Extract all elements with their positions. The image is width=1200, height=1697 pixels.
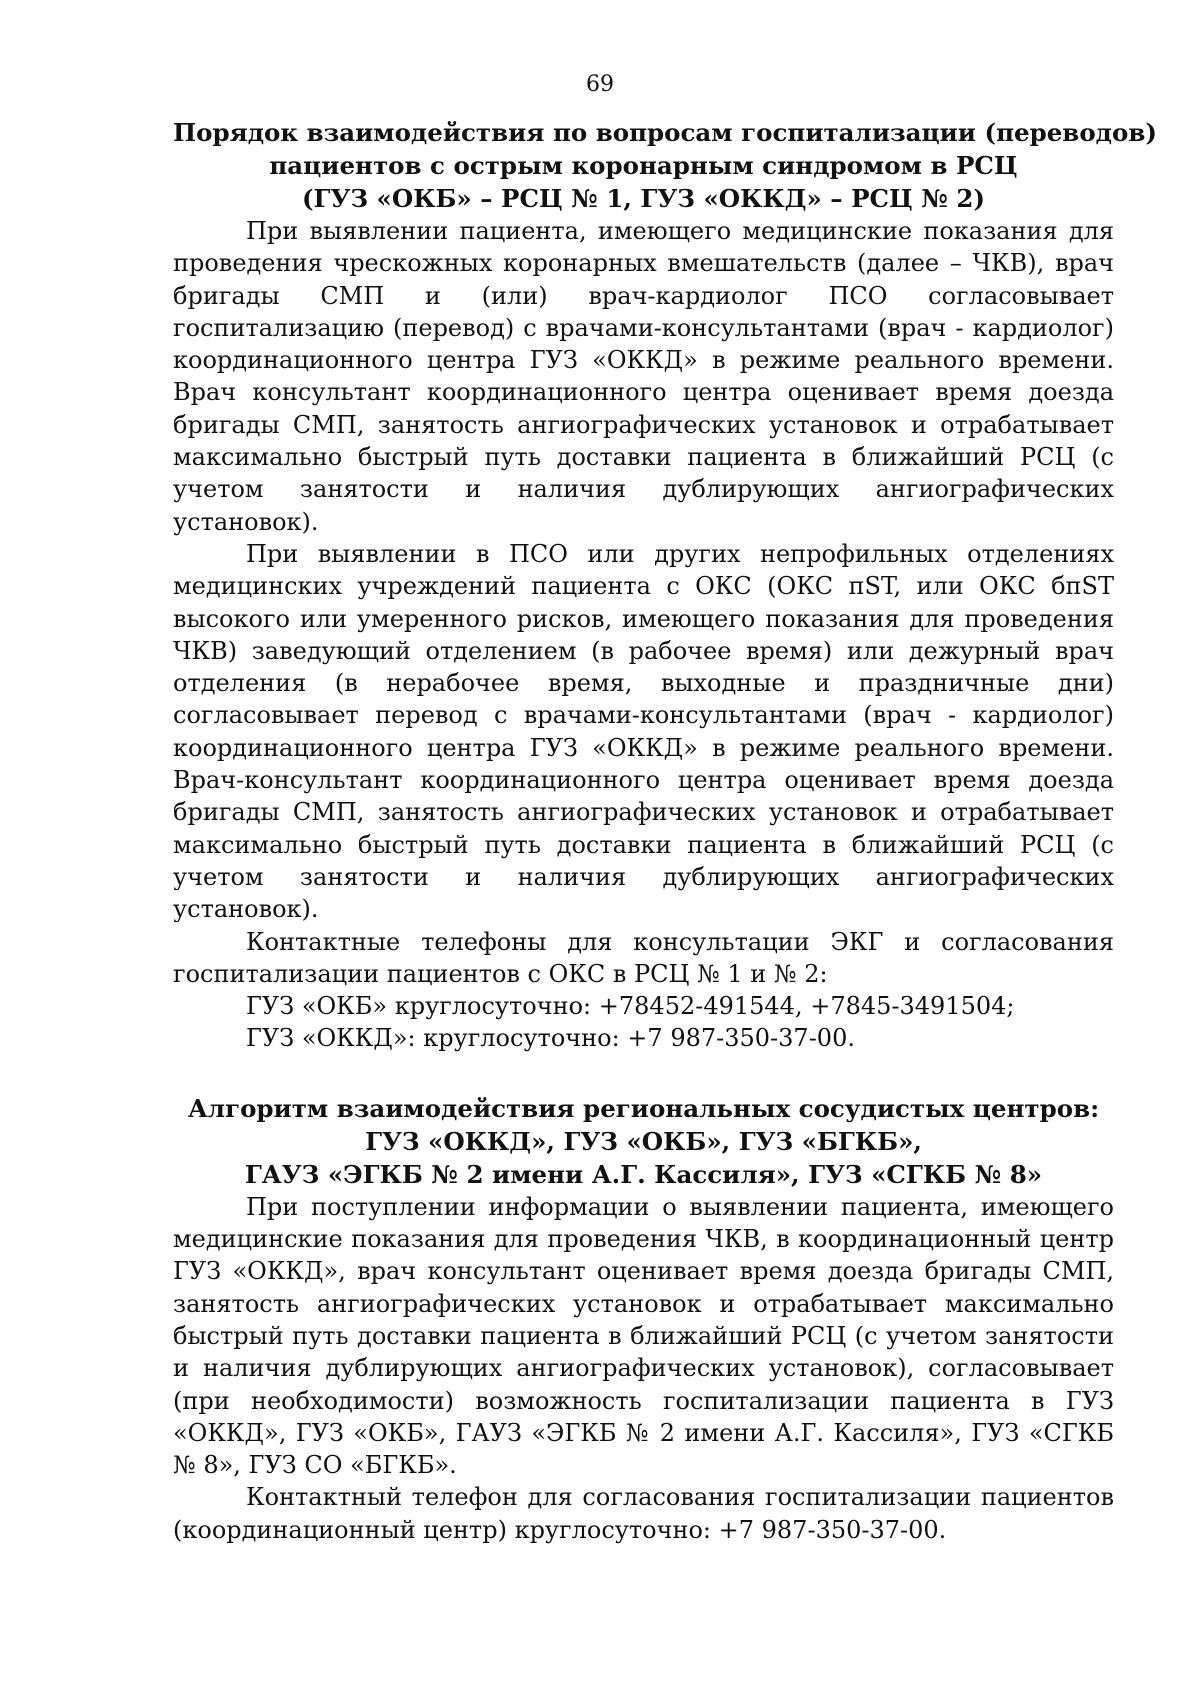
section-1-heading-line: Порядок взаимодействия по вопросам госпитализации (переводов): [173, 118, 1157, 147]
section-2-paragraph: При поступлении информации о выявлении пациента, имеющего медицинские показания для проведения ЧКВ, в координационный центр ГУЗ «ОККД», врач консультант оценивает время доезда бригады СМП, занятость ангиографических установок и отрабатывает максимально быстрый путь доставки пациента в ближайший РСЦ (с учетом занятости и наличия дублирующих ангиографических установок), согласовывает (при необходимости) возможность госпитализации пациента в ГУЗ «ОККД», ГУЗ «ОКБ», ГАУЗ «ЭГКБ № 2 имени А.Г. Кассиля», ГУЗ «СГКБ № 8», ГУЗ СО «БГКБ».: [173, 1192, 1114, 1480]
section-1-paragraph: При выявлении в ПСО или других непрофильных отделениях медицинских учреждений пациента с ОКС (ОКС пST, или ОКС бпST высокого или умеренного рисков, имеющего показания для проведения ЧКВ) заведующий отделением (в рабочее время) или дежурный врач отделения (в нерабочее время, выходные и праздничные дни) согласовывает перевод с врачами-консультантами (врач - кардиолог) координационного центра ГУЗ «ОККД» в режиме реального времени. Врач-консультант координационного центра оценивает время доезда бригады СМП, занятость ангиографических установок и отрабатывает максимально быстрый путь доставки пациента в ближайший РСЦ (с учетом занятости и наличия дублирующих ангиографических установок).: [173, 539, 1114, 924]
section-2-heading-line: Алгоритм взаимодействия региональных сосудистых центров:: [187, 1093, 1100, 1123]
coordination-center-phone-paragraph: Контактный телефон для согласования госпитализации пациентов (координационный центр) круглосуточно: +7 987-350-37-00.: [173, 1483, 1114, 1544]
section-1-heading: [173, 116, 1157, 215]
section-divider-space: [173, 1055, 1114, 1092]
document-body: [173, 116, 1157, 1546]
contact-phone-okkd: ГУЗ «ОККД»: круглосуточно: +7 987-350-37-00.: [246, 1024, 855, 1053]
section-1-heading-line: пациентов с острым коронарным синдромом в РСЦ: [269, 151, 1018, 180]
contacts-intro-paragraph: Контактные телефоны для консультации ЭКГ и согласования госпитализации пациентов с ОКС в РСЦ № 1 и № 2:: [173, 927, 1114, 988]
section-2-heading-line: ГАУЗ «ЭГКБ № 2 имени А.Г. Кассиля», ГУЗ «СГКБ № 8»: [244, 1159, 1043, 1189]
contact-phone-okb: ГУЗ «ОКБ» круглосуточно: +78452-491544, +7845-3491504;: [246, 992, 1015, 1021]
page-number: 69: [586, 72, 614, 97]
section-2-heading: [173, 1092, 1114, 1191]
section-2-heading-line: ГУЗ «ОККД», ГУЗ «ОКБ», ГУЗ «БГКБ»,: [365, 1126, 922, 1156]
section-1-heading-line: (ГУЗ «ОКБ» – РСЦ № 1, ГУЗ «ОККД» – РСЦ № 2): [301, 184, 986, 213]
section-1-paragraph: При выявлении пациента, имеющего медицинские показания для проведения чрескожных коронарных вмешательств (далее – ЧКВ), врач бригады СМП и (или) врач-кардиолог ПСО согласовывает госпитализацию (перевод) с врачами-консультантами (врач - кардиолог) координационного центра ГУЗ «ОККД» в режиме реального времени. Врач консультант координационного центра оценивает время доезда бригады СМП, занятость ангиографических установок и отрабатывает максимально быстрый путь доставки пациента в ближайший РСЦ (с учетом занятости и наличия дублирующих ангиографических установок).: [173, 217, 1114, 536]
